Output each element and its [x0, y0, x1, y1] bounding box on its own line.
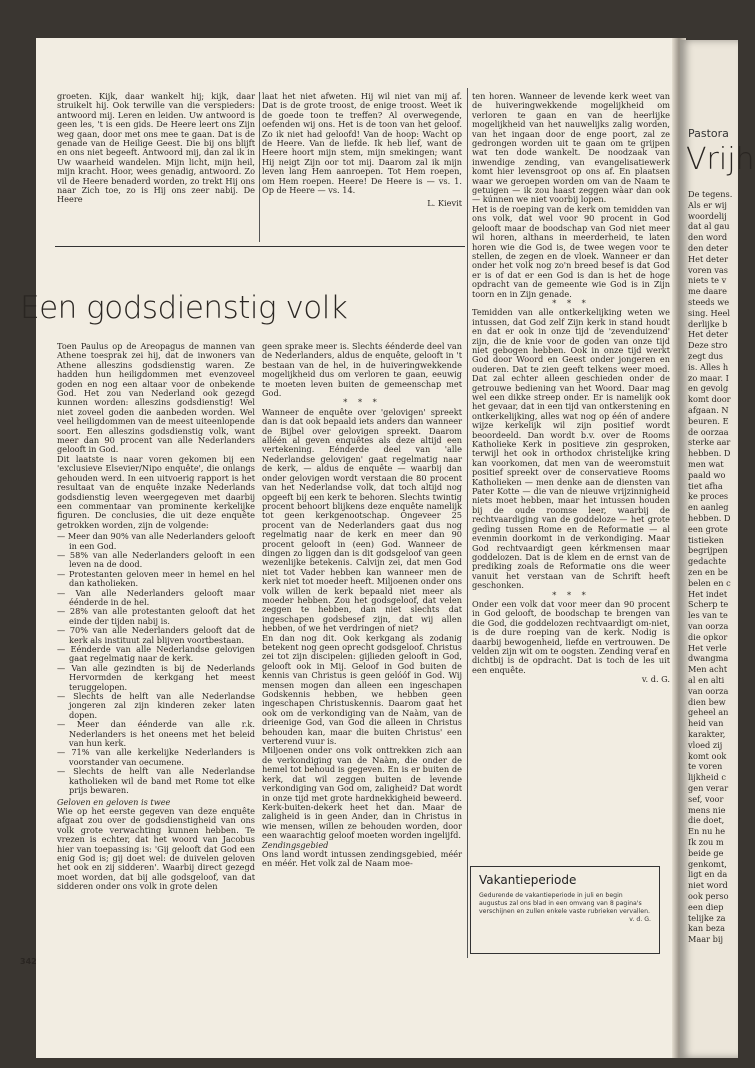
article-title: Een godsdienstig volk	[20, 290, 348, 326]
next-page-line: hebben. D	[688, 448, 731, 459]
next-page-line: zen en be	[688, 567, 728, 577]
next-page-line: ke proces	[688, 491, 729, 502]
next-page-line: ligt en da	[688, 869, 728, 880]
next-page-line: Het verle	[688, 642, 727, 653]
next-page-line: ook perso	[688, 891, 729, 901]
next-page-line: lijkheid c	[688, 772, 726, 783]
finding-item: — Meer dan 90% van alle Nederlanders gelooft in een God.	[57, 531, 255, 551]
article-intro: Toen Paulus op de Areopagus de mannen van Athene toesprak zei hij, dat de inwoners van Athene alleszins godsdienstig waren. Ze hadden hun heiligdommen met evenzoveel goden en nog een altaar voor de onbekende God. Het zou van Nederland ook gezegd kunnen worden: alleszins godsdienstig! Wel niet zoveel goden die aanbeden worden. Wel veel heiligdommen van de meest uiteenlopende soort. Een alleszins godsdienstig volk, want meer dan 90 procent van alle Nederlanders gelooft in God.	[57, 341, 255, 455]
next-page-line: sing. Heel	[688, 307, 730, 318]
next-page-line: zegt dus	[688, 351, 724, 361]
next-page-line: steeds we	[688, 297, 730, 307]
next-page-line: den word	[688, 232, 728, 243]
next-page-line: telijke za	[688, 912, 726, 923]
next-page-line: Het indet	[688, 588, 728, 599]
next-page-line: tistieken	[688, 534, 724, 545]
next-page-line: een diep	[688, 901, 724, 912]
finding-item: — Meer dan éénderde van alle r.k. Nederlanders is het oneens met het beleid van hun kerk.	[57, 719, 255, 749]
next-page-line: den deter	[688, 243, 729, 253]
next-page-title: Vrijh	[686, 142, 755, 177]
next-page-line: en aanleg	[688, 502, 729, 513]
next-page-line: dwangma	[688, 653, 729, 664]
next-page-line: En nu he	[688, 826, 726, 837]
next-page-line: Deze stro	[688, 340, 728, 351]
next-page-line: dat al gau	[688, 221, 730, 232]
next-page-section-label: Pastora	[688, 127, 729, 140]
next-page-line: beide ge	[688, 847, 724, 858]
next-page-line: paald wo	[688, 469, 726, 480]
next-page-edge	[680, 40, 755, 1058]
next-page-line: sef, voor	[688, 793, 724, 804]
next-page-line: niet word	[688, 880, 728, 891]
next-page-line: een grote	[688, 523, 728, 534]
next-page-line: gedachte	[688, 556, 727, 567]
next-page-line: Ik zou m	[688, 837, 724, 847]
next-page-line: sterke aar	[688, 437, 731, 448]
top-column-2	[262, 92, 462, 242]
notice-signature: v. d. G.	[629, 916, 651, 923]
next-page-line: die doet,	[688, 815, 725, 826]
page-number: 342	[20, 957, 37, 966]
next-page-line: komt door	[688, 394, 731, 405]
finding-item: — Slechts de helft van alle Nederlandse jongeren zal zijn kinderen zeker laten dopen.	[57, 691, 255, 720]
col2-paragraph: Ons land wordt intussen zendingsgebied, méér en méér. Het volk zal de Naam moe-	[262, 848, 462, 869]
col3-paragraph: Het is de roeping van de kerk om temidden van ons volk, dat wel voor 90 procent in God gelooft maar de boodschap van God niet meer wil horen, althans in meerderheid, te laten horen wie die God is, de twee wegen voor te stellen, de zegen en de vloek. Wanneer er dan onder het volk nog zo'n breed besef is dat God er is of dat er een God is dan is het de hoge opdracht van de gemeente wie God is in Zijn toorn en in Zijn genade.	[472, 203, 670, 299]
next-page-line: geheel an	[688, 707, 729, 718]
notice-text: Gedurende de vakantieperiode in juli en begin augustus zal ons blad in een omvang van 8 pagina's verschijnen en zullen enkele vaste rubrieken vervallen.	[479, 892, 650, 915]
next-page-line: belen en c	[688, 577, 731, 588]
col3-paragraph: Onder een volk dat voor meer dan 90 procent in God gelooft, de boodschap te brengen van die God, die goddelozen rechtvaardigt om-niet, is de dure roeping van de kerk. Nodig is daarbij bewogenheid, liefde en vertrouwen. De velden zijn wit om te oogsten. Zending veraf en dichtbij is de opdracht. Dat is toch de les uit een enquête.	[472, 598, 670, 675]
next-page-line: van oorza	[688, 685, 729, 696]
notice-box	[470, 866, 660, 954]
column-rule	[259, 92, 260, 242]
next-page-line: Het deter	[688, 329, 729, 340]
col3-paragraph: Temidden van alle ontkerkelijking weten we intussen, dat God zelf Zijn kerk in stand houdt en dat er ook in onze tijd de 'zevenduizend' zijn, die de knie voor de goden van onze tijd niet gebogen hebben. Ook in onze tijd werkt God door Woord en Geest onder jongeren en ouderen. Dat te zien geeft telkens weer moed. Dat zal echter alleen geschieden onder de getrouwe bediening van het Woord. Daar mag wel een dikke streep onder. Er is namelijk ook het gevaar, dat in een tijd van ontkerstening en ontkerkelijking, alles wat nog op één of andere wijze kerkelijk wil zijn positief wordt beoordeeld. Dan wordt b.v. over de Rooms Katholieke Kerk in positieve zin gesproken, terwijl het ook in orthodox christelijke kring kan voorkomen, dat men van de weeromstuit positief spreekt over de conservatieve Rooms Katholieken — men denke aan de diensten van Pater Kotte — die van de nieuwe vrijzinnigheid niets moet hebben, maar het intussen houden bij de oude roomse leer, waarbij de rechtvaardiging van de goddeloze — het grote gedìng tussen Rome en de Reformatie — al evenmin doorkomt in de verkondiging. Maar God rechtvaardigt geen kérkmensen maar goddelozen. Dat is de klem en de ernst van de prediking zoals de Reformatie ons die weer vanuit het verstaan van de Schrift heeft geschonken.	[472, 307, 670, 591]
next-page-line: mens nie	[688, 804, 726, 815]
next-page-line: komt ook	[688, 750, 727, 761]
next-page-line: van oorza	[688, 621, 729, 631]
col2-paragraph: En dan nog dit. Ook kerkgang als zodanig betekent nog geen oprecht godsgeloof. Christus zei tot zijn discipelen: gijlieden gelooft in God, gelooft ook in Mij. Geloof in God buiten de kennis van Christus is geen gelóóf in God. Wij mensen mogen dan alleen een ingeschapen Godskennis hebben, we hebben geen ingeschapen Christuskennis. Daarom gaat het ook om de verkondiging van de Naàm, van de drieenige God, van God die alleen in Christus behouden kan, maar die buiten Christus' een verterend vuur is.	[262, 632, 462, 747]
next-page-line: derlijke b	[688, 318, 728, 329]
article-paragraph: Wie op het eerste gegeven van deze enquête afgaat zou over de godsdienstigheid van ons volk grote verwachting kunnen hebben. Te vrezen is echter, dat het woord van Jacobus hier van toepassing is: 'Gij gelooft dat God een enig God is; gij doet wel: de duivelen geloven het ook en zij sidderen'. Waarbij direct gezegd moet worden, dat bij alle godsgeloof, van dat sidderen onder ons volk in grote delen	[57, 805, 255, 892]
article-column-3	[472, 92, 670, 862]
section-stars: * * *	[343, 397, 381, 408]
next-page-line: vloed zij	[688, 739, 723, 750]
subheading: Zendingsgebied	[262, 839, 329, 850]
section-stars: * * *	[552, 297, 590, 308]
top-column-2-text: laat het niet afweten. Hij wil niet van mij af. Dat is de grote troost, de enige troost. Weet ik de goede toon te treffen? Al overwegende, oefenden wij ons. Het is de toon van het geloof. Zo ik niet had geloofd! Van de hoop: Wacht op de Heere. Van de liefde. Ik heb lief, want de Heere hoort mijn stem, mijn smekingen; want Hij neigt Zijn oor tot mij. Daarom zal ik mijn leven lang Hem aanroepen. Tot Hem roepen, om Hem roepen. Heere! De Heere is — vs. 1. Op de Heere — vs. 14.	[262, 91, 462, 196]
next-page-line: me daare	[688, 286, 727, 297]
article-intro-2: Dit laatste is naar voren gekomen bij een 'exclusieve Elsevier/Nipo enquête', die onlangs gehouden werd. In een uitvoerig rapport is het resultaat van de enquête inzake Nederlands godsdienstig leven weergegeven met daarbij een commentaar van prominente kerkelijke figuren. De conclusies, die uit deze enquête getrokken worden, zijn de volgende:	[57, 453, 255, 530]
section-stars: * * *	[552, 589, 590, 600]
next-page-line: genkomt,	[688, 858, 727, 869]
finding-item: — 71% van alle kerkelijke Nederlanders is voorstander van oecumene.	[57, 747, 255, 767]
section-divider	[55, 246, 465, 247]
next-page-line: niets te v	[688, 275, 727, 286]
next-page-line: Scherp te	[688, 599, 729, 610]
next-page-line: men wat	[688, 459, 724, 469]
next-page-line: hebben. D	[688, 513, 731, 523]
next-page-line: Men acht	[688, 664, 728, 675]
article-column-2	[262, 342, 462, 954]
next-page-line: dien bew	[688, 696, 726, 707]
next-page-line: heid van	[688, 718, 724, 729]
finding-item: — 28% van alle protestanten gelooft dat het einde der tijden nabij is.	[57, 606, 255, 626]
finding-item: — 70% van alle Nederlanders gelooft dat de kerk als instituut zal blijven voortbestaan.	[57, 625, 255, 645]
next-page-line: begrijpen	[688, 545, 728, 556]
article-column-1	[57, 342, 255, 954]
next-page-line: die opkor	[688, 631, 728, 642]
col2-paragraph: geen sprake meer is. Slechts éénderde deel van de Nederlanders, aldus de enquête, gelooft in 't bestaan van de hel, in de huiveringwekkende mogelijkheid dus om verloren te gaan, eeuwig te moeten leven buiten de gemeenschap met God.	[262, 341, 462, 399]
next-page-line: les van te	[688, 610, 728, 621]
column-rule	[467, 88, 468, 958]
next-page-line: voren vas	[688, 264, 728, 275]
finding-item: — Slechts de helft van alle Nederlandse katholieken wil de band met Rome tot elke prijs bewaren.	[57, 766, 255, 796]
next-page-line: te voren	[688, 761, 723, 772]
top-column-1-text: groeten. Kijk, daar wankelt hij; kijk, daar struikelt hij. Ook terwille van die verspieders: antwoord mij. Leren en leiden. Uw antwoord is geen les, 't is een gids. De Heere leert ons Zijn weg gaan, door met ons mee te gaan. Dat is de genade van de Heilige Geest. Die bij ons blijft en ons niet begeeft. Antwoord mij, dan zal ik in Uw waarheid wandelen. Mijn licht, mijn heil, mijn kracht. Hoor, wees genadig, antwoord. Zo vil de Heere benaderd worden, zo trekt Hij ons naar Zich toe, zo is Hij ons zeer nabij. De Heere	[57, 91, 255, 205]
next-page-line: tiet afha	[688, 480, 723, 491]
next-page-line: karakter,	[688, 729, 726, 739]
next-page-line: Het deter	[688, 253, 729, 264]
col2-paragraph: Miljoenen onder ons volk onttrekken zich aan de verkondiging van de Naàm, die onder de hemel tot behoud is gegeven. En is er buiten de kerk, dat wil zeggen buiten de levende verkondiging van God om, zaligheid? Dat wordt in onze tijd met grote hardnekkigheid beweerd. Kerk-buiten-dekerk heet het dan. Maar de zaligheid is in geen Ander, dan in Christus in wie mensen, willen ze behouden worden, door een waarachtig geloof moeten worden ingelijfd.	[262, 745, 462, 841]
next-page-line: Maar bij	[688, 934, 724, 945]
top-column-1	[57, 92, 255, 242]
notice-title: Vakantieperiode	[479, 873, 577, 887]
next-page-line: afgaan. N	[688, 405, 729, 415]
finding-item: — 58% van alle Nederlanders gelooft in een leven na de dood.	[57, 549, 255, 570]
article-signature: v. d. G.	[641, 674, 670, 685]
next-page-line: kan beza	[688, 923, 725, 934]
finding-item: — Protestanten geloven meer in hemel en hel dan katholieken.	[57, 568, 255, 589]
col2-paragraph: Wanneer de enquête over 'gelovigen' spreekt dan is dat ook bepaald iets anders dan wanneer de Bijbel over gelovigen spreekt. Daarom alléén al geven enquêtes als deze altijd een vertekening. Eénderde deel van 'alle Nederlandse gelovigen' gaat regelmatig naar de kerk, — aldus de enquête — waarbij dan onder gelovigen wordt verstaan die 80 procent van het Nederlandse volk, dat toch altijd nog opgeeft bij een kerk te behoren. Slechts twintig procent behoort blijkens deze enquête namelijk tot geen kerkgenootschap. Ongeveer 25 procent van de Nederlanders gaat dus nog regelmatig naar de kerk en meer dan 90 procent gelooft in (een) God. Wanneer de dingen zo liggen dan is dit godsgeloof van geen wezenlijke betekenis. Calvijn zei, dat men God niet tot Vader hebben kan wanneer men de kerk niet tot moeder heeft. Miljoenen onder ons volk willen de kerk bepaald niet meer als moeder hebben. Zou het godsgeloof, dat velen zeggen te hebben, dan niet slechts dat ingeschapen godsbesef zijn, dat wij allen hebben, of we het verdringen of niet?	[262, 406, 462, 634]
next-page-line: gen verar	[688, 783, 729, 793]
next-page-line: woordelij	[688, 210, 727, 221]
next-page-line: al en alti	[688, 675, 725, 685]
next-page-line: de oorzaa	[688, 426, 729, 437]
top-signature: L. Kievit	[427, 198, 462, 209]
subheading: Geloven en geloven is twee	[57, 796, 171, 807]
next-page-line: en gevolg	[688, 383, 729, 394]
next-page-line: zo maar. I	[688, 372, 729, 383]
finding-item: — Van alle gezindten is bij de Nederlands Hervormden de kerkgang het meest teruggelopen.	[57, 662, 255, 692]
next-page-line: Als er wij	[688, 199, 727, 210]
col3-paragraph: ten horen. Wanneer de levende kerk weet van de huiveringwekkende mogelijkheid om verloren te gaan en van de heerlijke mogelijkheid van het nauwelijks zalig worden, van het ingaan door de enge poort, zal ze gedrongen worden uit te gaan om te grijpen wat ten dode wankelt. De noodzaak van inwendige zending, van evangelisatiewerk komt hier levensgroot op ons af. En plaatsen waar we geroepen worden om van de Naam te getuigen — ik zou haast zeggen wàar dan ook — kúnnen we niet voorbij lopen.	[472, 91, 670, 205]
finding-item: — Van alle Nederlanders gelooft maar éénderde in de hel.	[57, 587, 255, 607]
next-page-line: beuren. E	[688, 415, 729, 426]
next-page-line: is. Alles h	[688, 361, 729, 372]
findings-list	[57, 532, 255, 795]
finding-item: — Eénderde van alle Nederlandse gelovigen gaat regelmatig naar de kerk.	[57, 644, 255, 664]
next-page-line: De tegens.	[688, 189, 733, 199]
